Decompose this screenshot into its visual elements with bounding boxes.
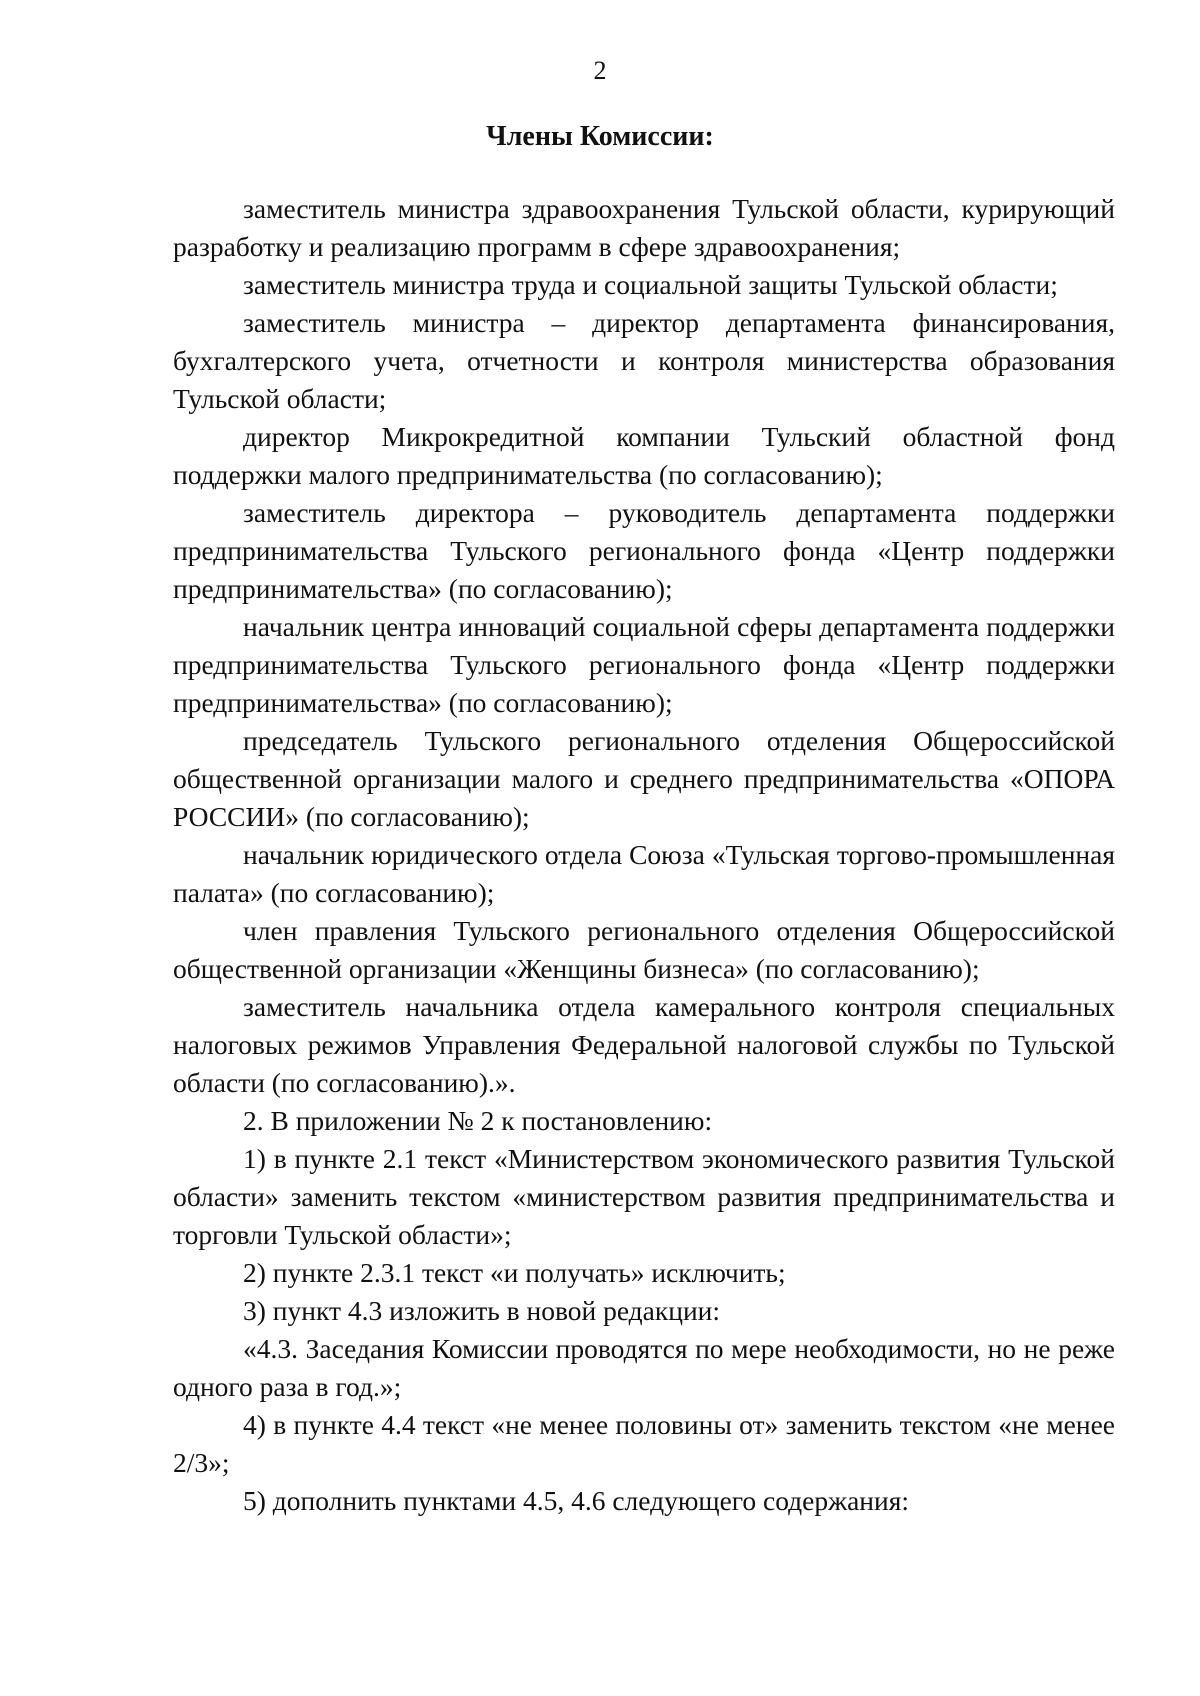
paragraph: директор Микрокредитной компании Тульский областной фонд поддержки малого предпринимательства (по согласованию); [173,421,1115,490]
paragraph: «4.3. Заседания Комиссии проводятся по мере необходимости, но не реже одного раза в год.»; [173,1333,1115,1402]
paragraph: 2. В приложении № 2 к постановлению: [243,1105,713,1136]
paragraph: 1) в пункте 2.1 текст «Министерством экономического развития Тульской области» заменить текстом «министерством развития предпринимательства и торговли Тульской области»; [173,1143,1115,1250]
paragraph: 4) в пункте 4.4 текст «не менее половины от» заменить текстом «не менее 2/3»; [173,1409,1115,1478]
paragraph: заместитель министра здравоохранения Тульской области, курирующий разработку и реализацию программ в сфере здравоохранения; [173,193,1115,262]
paragraph: заместитель министра труда и социальной защиты Тульской области; [243,269,1058,300]
paragraph: заместитель министра – директор департамента финансирования, бухгалтерского учета, отчетности и контроля министерства образования Тульской области; [173,307,1115,414]
paragraph: заместитель директора – руководитель департамента поддержки предпринимательства Тульского регионального фонда «Центр поддержки предпринимательства» (по согласованию); [173,497,1115,604]
paragraph: заместитель начальника отдела камерального контроля специальных налоговых режимов Управления Федеральной налоговой службы по Тульской области (по согласованию).». [173,991,1115,1098]
paragraph: начальник центра инноваций социальной сферы департамента поддержки предпринимательства Тульского регионального фонда «Центр поддержки предпринимательства» (по согласованию); [173,611,1115,718]
paragraph: член правления Тульского регионального отделения Общероссийской общественной организации «Женщины бизнеса» (по согласованию); [173,915,1115,984]
paragraph: 3) пункт 4.3 изложить в новой редакции: [243,1295,721,1326]
paragraph: 2) пункте 2.3.1 текст «и получать» исключить; [243,1257,786,1288]
paragraph: 5) дополнить пунктами 4.5, 4.6 следующего содержания: [243,1485,910,1516]
page-number: 2 [593,56,607,85]
document-body [173,190,1115,1520]
paragraph: председатель Тульского регионального отделения Общероссийской общественной организации малого и среднего предпринимательства «ОПОРА РОССИИ» (по согласованию); [173,725,1115,832]
section-heading: Члены Комиссии: [486,121,714,152]
paragraph: начальник юридического отдела Союза «Тульская торгово-промышленная палата» (по согласованию); [173,839,1115,908]
